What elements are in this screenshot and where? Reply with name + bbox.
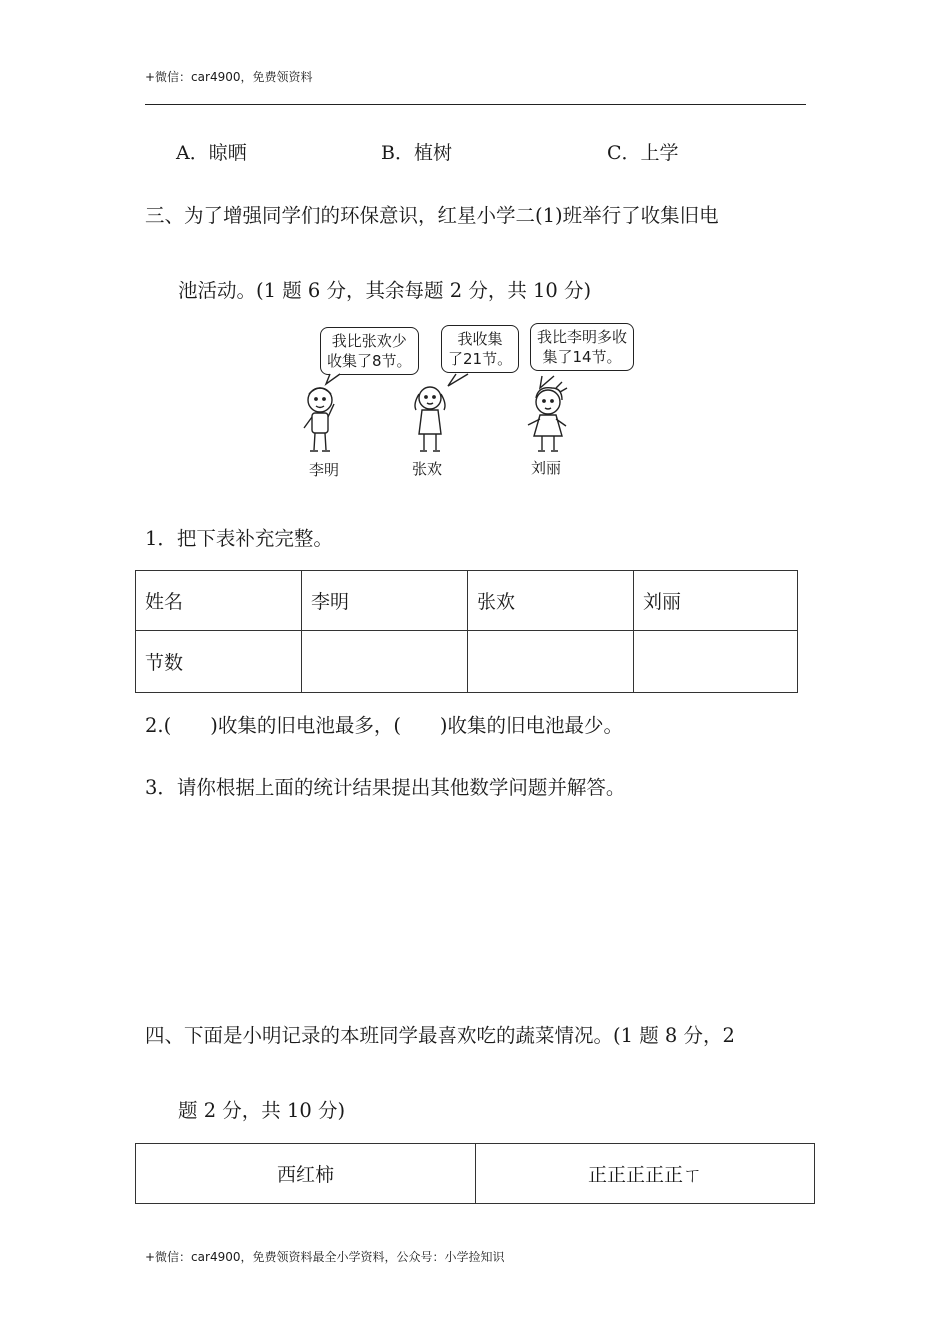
vegetable-tally-cell: 正正正正正ㄒ [476, 1144, 815, 1204]
bubble-tail-zhanghuan [448, 374, 468, 386]
option-c-letter: C． [607, 142, 641, 164]
bubble-zhanghuan-line1: 我收集 [457, 330, 503, 348]
question-1: 1．把下表补充完整。 [145, 527, 333, 550]
table-cell-count-header: 节数 [136, 631, 302, 693]
speech-bubble-liuli [530, 323, 634, 371]
table-cell-liming: 李明 [302, 571, 468, 631]
table-cell-liming-count[interactable] [302, 631, 468, 693]
table-cell-name-header: 姓名 [136, 571, 302, 631]
table-row [136, 571, 798, 631]
section4-heading-line1: 四、下面是小明记录的本班同学最喜欢吃的蔬菜情况。(1 题 8 分，2 [145, 1024, 735, 1047]
vegetable-name-cell: 西红柿 [136, 1144, 476, 1204]
speech-bubble-zhanghuan [441, 325, 519, 373]
table-cell-zhanghuan-count[interactable] [468, 631, 634, 693]
bubble-liuli-line1: 我比李明多收 [537, 328, 628, 346]
boy-liming-figure [304, 388, 334, 451]
bubble-liuli-line2: 集了14节。 [542, 348, 622, 366]
girl-liuli-figure [528, 382, 567, 451]
girl-zhanghuan-figure [415, 387, 445, 451]
section4-heading-line2: 题 2 分，共 10 分) [178, 1099, 346, 1122]
option-a-text: 晾晒 [208, 142, 247, 164]
bubble-liming-line2: 收集了8节。 [327, 352, 412, 370]
table-cell-zhanghuan: 张欢 [468, 571, 634, 631]
section3-heading-line1: 三、为了增强同学们的环保意识，红星小学二(1)班举行了收集旧电 [145, 204, 719, 227]
bubble-liming-line1: 我比张欢少 [331, 332, 407, 350]
option-c [607, 138, 679, 165]
speech-bubble-liming [320, 327, 419, 375]
option-a-letter: A． [176, 142, 209, 164]
name-liming: 李明 [309, 461, 340, 479]
bubble-tail-liuli [540, 376, 554, 388]
name-zhanghuan: 张欢 [412, 460, 443, 478]
question-3: 3．请你根据上面的统计结果提出其他数学问题并解答。 [145, 776, 626, 799]
option-b-text: 植树 [413, 142, 452, 164]
header-divider [145, 104, 806, 105]
table-row [136, 631, 798, 693]
section3-heading-line2: 池活动。(1 题 6 分，其余每题 2 分，共 10 分) [178, 279, 592, 302]
footer-note: +微信：car4900，免费领资料最全小学资料，公众号：小学捡知识 [145, 1250, 505, 1264]
children-illustration [290, 370, 670, 460]
option-b [381, 138, 452, 165]
bubble-zhanghuan-line2: 了21节。 [448, 350, 513, 368]
table-cell-liuli: 刘丽 [634, 571, 798, 631]
battery-table [135, 570, 798, 693]
table-row [136, 1144, 815, 1204]
vegetable-table [135, 1143, 815, 1204]
table-cell-liuli-count[interactable] [634, 631, 798, 693]
question-2: 2.( )收集的旧电池最多，( )收集的旧电池最少。 [145, 714, 624, 737]
header-note: +微信：car4900，免费领资料 [145, 70, 313, 84]
bubble-tail-liming [326, 374, 340, 384]
option-b-letter: B． [381, 142, 414, 164]
name-liuli: 刘丽 [531, 459, 562, 477]
option-c-text: 上学 [640, 142, 679, 164]
option-a [176, 138, 247, 165]
